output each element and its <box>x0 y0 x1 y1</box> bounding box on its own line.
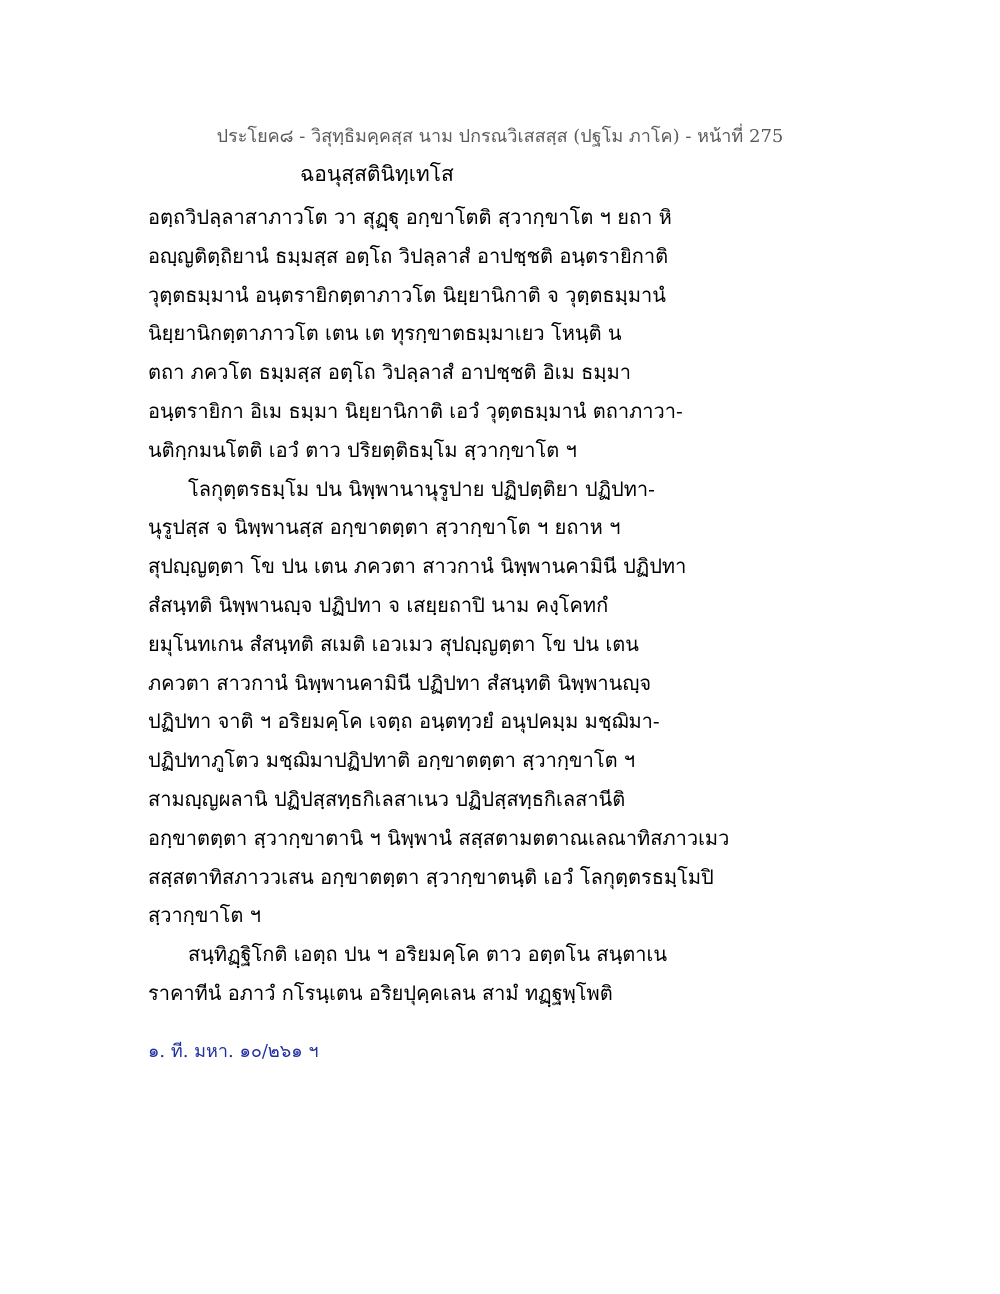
text-line: อญฺญติตฺถิยานํ ธมฺมสฺส อตฺโถ วิปลฺลาสํ อาปชฺชติ อนฺตรายิกาติ <box>148 243 669 268</box>
text-line: ปฏิปทาภูโตว มชฺฌิมาปฏิปทาติ อกฺขาตตฺตา สฺวากฺขาโต ฯ <box>148 748 636 773</box>
text-line: ตถา ภควโต ธมฺมสฺส อตฺโถ วิปลฺลาสํ อาปชฺชติ อิเม ธมฺมา <box>148 360 631 385</box>
text-line: สํสนฺทติ นิพฺพานญฺจ ปฏิปทา จ เสยฺยถาปิ นาม คงฺโคทกํ <box>148 592 609 617</box>
text-line: สุปญฺญตฺตา โข ปน เตน ภควตา สาวกานํ นิพฺพานคามินี ปฏิปทา <box>148 554 687 579</box>
text-line: อกฺขาตตฺตา สฺวากฺขาตานิ ฯ นิพฺพานํ สสฺสตามตตาณเลณาทิสภาวเมว <box>148 825 730 850</box>
paragraph-start-line: โลกุตฺตรธมฺโม ปน นิพฺพานานุรูปาย ปฏิปตฺติยา ปฏิปทา- <box>188 476 655 501</box>
page-header: ประโยค๘ - วิสุทฺธิมคฺคสฺส นาม ปกรณวิเสสสฺส (ปฐโม ภาโค) - หน้าที่ 275 <box>216 126 784 147</box>
text-line: อนฺตรายิกา อิเม ธมฺมา นิยฺยานิกาติ เอวํ วุตฺตธมฺมานํ ตถาภาวา- <box>148 398 683 423</box>
text-line: สสฺสตาทิสภาววเสน อกฺขาตตฺตา สฺวากฺขาตนฺติ เอวํ โลกุตฺตรธมฺโมปิ <box>148 864 714 889</box>
text-line: ปฏิปทา จาติ ฯ อริยมคฺโค เจตฺถ อนฺตทฺวยํ อนุปคมฺม มชฺฌิมา- <box>148 709 660 734</box>
text-line: สฺวากฺขาโต ฯ <box>148 903 261 928</box>
body-text <box>148 198 730 1013</box>
text-line: ยมุโนทเกน สํสนฺทติ สเมติ เอวเมว สุปญฺญตฺตา โข ปน เตน <box>148 631 639 656</box>
footnote: ๑. ที. มหา. ๑๐/๒๖๑ ฯ <box>148 1041 319 1062</box>
text-line: อตฺถวิปลฺลาสาภาวโต วา สุฏฺฐุ อกฺขาโตติ สฺวากฺขาโต ฯ ยถา หิ <box>148 205 672 229</box>
text-line: นุรูปสฺส จ นิพฺพานสฺส อกฺขาตตฺตา สฺวากฺขาโต ฯ ยถาห ฯ <box>148 515 621 540</box>
paragraph-start-line: สนฺทิฏฺฐิโกติ เอตฺถ ปน ฯ อริยมคฺโค ตาว อตฺตโน สนฺตาเน <box>188 942 668 967</box>
text-line: นิยฺยานิกตฺตาภาวโต เตน เต ทุรกฺขาตธมฺมาเยว โหนฺติ น <box>148 321 622 346</box>
text-line: ภควตา สาวกานํ นิพฺพานคามินี ปฏิปทา สํสนฺทติ นิพฺพานญฺจ <box>148 670 652 695</box>
text-line: ราคาทีนํ อภาวํ กโรนฺเตน อริยปุคฺคเลน สามํ ทฏฺฐพฺโพติ <box>148 980 613 1005</box>
section-title: ฉอนุสฺสตินิทฺเทโส <box>300 162 454 186</box>
text-line: วุตฺตธมฺมานํ อนฺตรายิกตฺตาภาวโต นิยฺยานิกาติ จ วุตฺตธมฺมานํ <box>148 282 666 307</box>
text-line: นติกฺกมนโตติ เอวํ ตาว ปริยตฺติธมฺโม สฺวากฺขาโต ฯ <box>148 437 577 462</box>
text-line: สามญฺญผลานิ ปฏิปสฺสทฺธกิเลสาเนว ปฏิปสฺสทฺธกิเลสานีติ <box>148 786 626 811</box>
